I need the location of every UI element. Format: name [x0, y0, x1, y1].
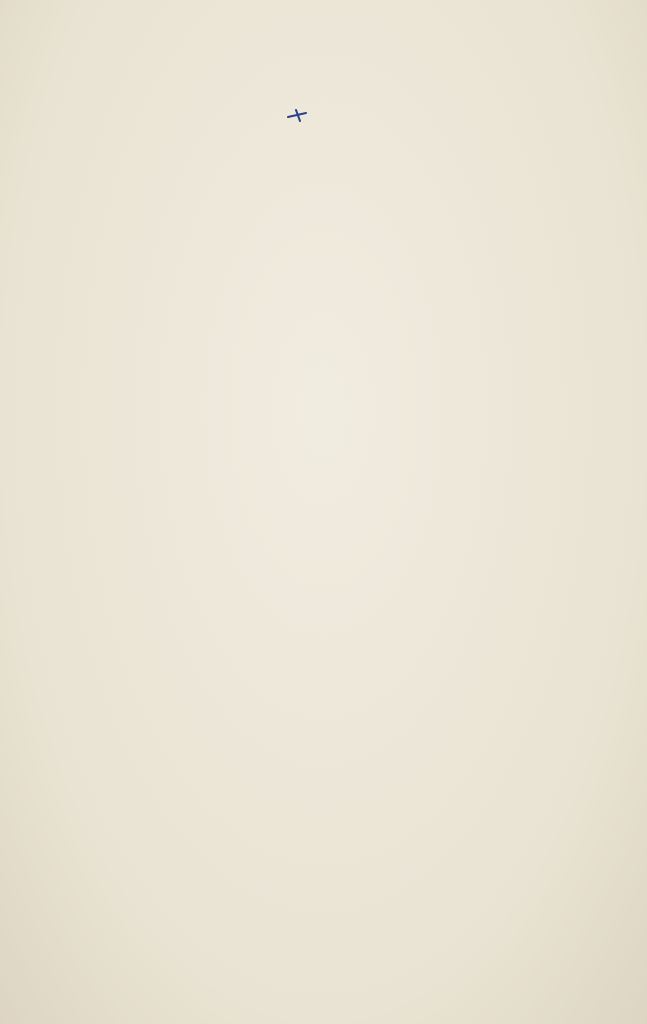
pen-scribble-icon	[286, 101, 586, 135]
page-content	[78, 73, 588, 79]
handwritten-annotation	[286, 101, 586, 135]
